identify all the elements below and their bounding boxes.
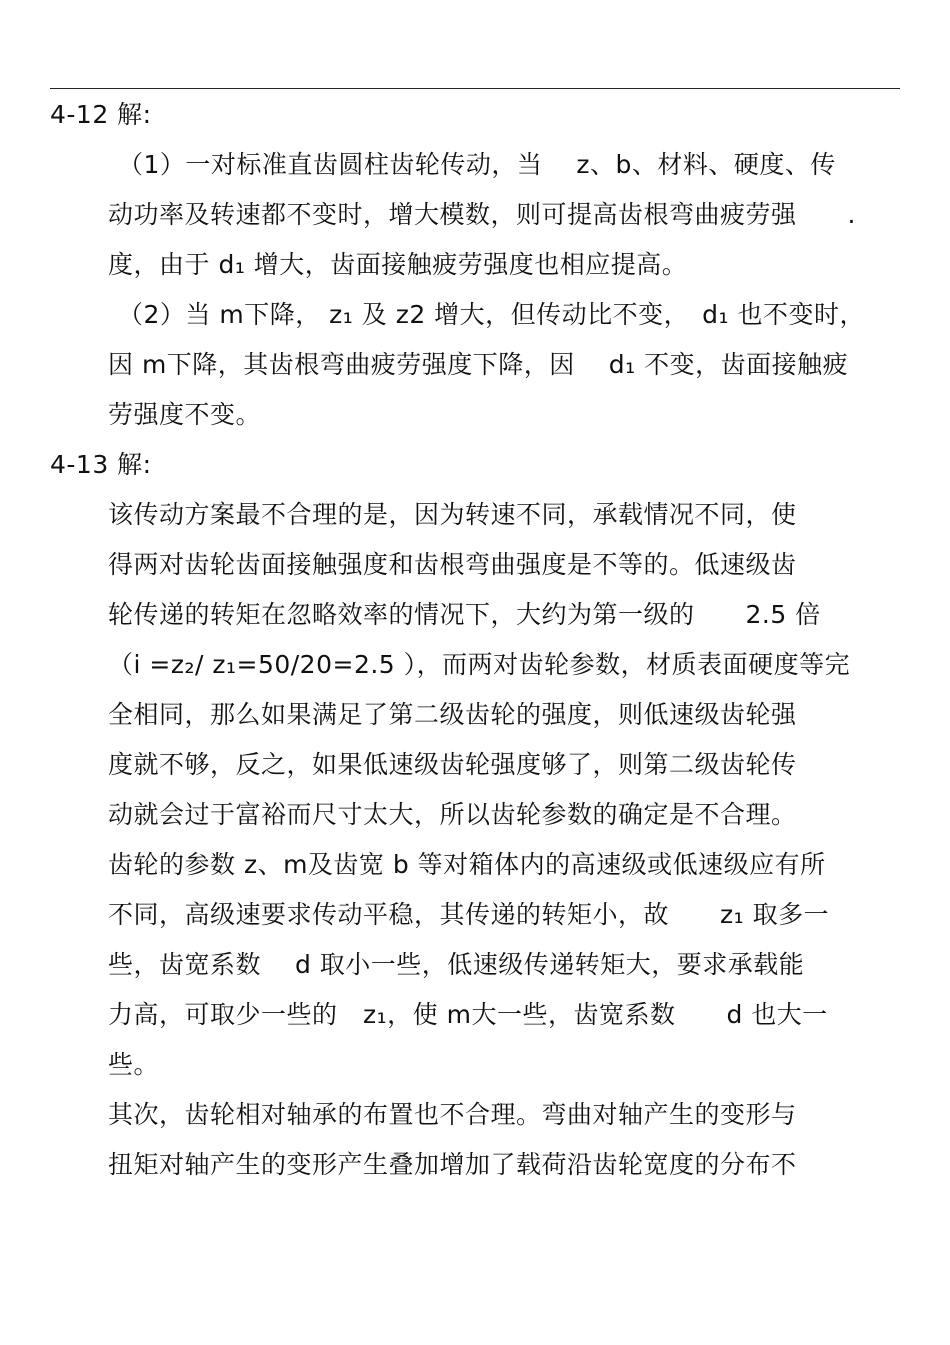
paragraph-line: （i =z₂/ z₁=50/20=2.5 ），而两对齿轮参数，材质表面硬度等完 bbox=[108, 650, 851, 679]
paragraph-line: 动就会过于富裕而尺寸太大，所以齿轮参数的确定是不合理。 bbox=[108, 800, 797, 829]
paragraph-line: 不同，高级速要求传动平稳，其传递的转矩小，故 z₁ 取多一 bbox=[108, 900, 830, 929]
section-heading-4-12: 4-12 解: bbox=[50, 100, 152, 129]
paragraph-line: 因 m下降，其齿根弯曲疲劳强度下降，因 d₁ 不变，齿面接触疲 bbox=[108, 350, 849, 379]
paragraph-line: 该传动方案最不合理的是，因为转速不同，承载情况不同，使 bbox=[108, 500, 797, 529]
paragraph-line: 些，齿宽系数 d 取小一些，低速级传递转矩大，要求承载能 bbox=[108, 950, 805, 979]
paragraph-line: 齿轮的参数 z、m及齿宽 b 等对箱体内的高速级或低速级应有所 bbox=[108, 850, 826, 879]
paragraph-line: 度就不够，反之，如果低速级齿轮强度够了，则第二级齿轮传 bbox=[108, 750, 797, 779]
paragraph-line: 动功率及转速都不变时，增大模数，则可提高齿根弯曲疲劳强 . bbox=[108, 200, 856, 229]
section-heading-4-13: 4-13 解: bbox=[50, 450, 152, 479]
paragraph-line: 力高，可取少一些的 z₁，使 m大一些，齿宽系数 d 也大一 bbox=[108, 1000, 828, 1029]
header-rule bbox=[50, 88, 900, 89]
paragraph-line: 全相同，那么如果满足了第二级齿轮的强度，则低速级齿轮强 bbox=[108, 700, 797, 729]
paragraph-line: （1）一对标准直齿圆柱齿轮传动，当 z、b、材料、硬度、传 bbox=[118, 150, 836, 179]
paragraph-line: 些。 bbox=[108, 1050, 160, 1079]
paragraph-line: 其次，齿轮相对轴承的布置也不合理。弯曲对轴产生的变形与 bbox=[108, 1100, 797, 1129]
paragraph-line: 得两对齿轮齿面接触强度和齿根弯曲强度是不等的。低速级齿 bbox=[108, 550, 797, 579]
paragraph-line: 度，由于 d₁ 增大，齿面接触疲劳强度也相应提高。 bbox=[108, 250, 688, 279]
paragraph-line: （2）当 m下降， z₁ 及 z2 增大，但传动比不变， d₁ 也不变时， bbox=[118, 300, 866, 329]
paragraph-line: 轮传递的转矩在忽略效率的情况下，大约为第一级的 2.5 倍 bbox=[108, 600, 821, 629]
paragraph-line: 扭矩对轴产生的变形产生叠加增加了载荷沿齿轮宽度的分布不 bbox=[108, 1150, 797, 1179]
paragraph-line: 劳强度不变。 bbox=[108, 400, 262, 429]
